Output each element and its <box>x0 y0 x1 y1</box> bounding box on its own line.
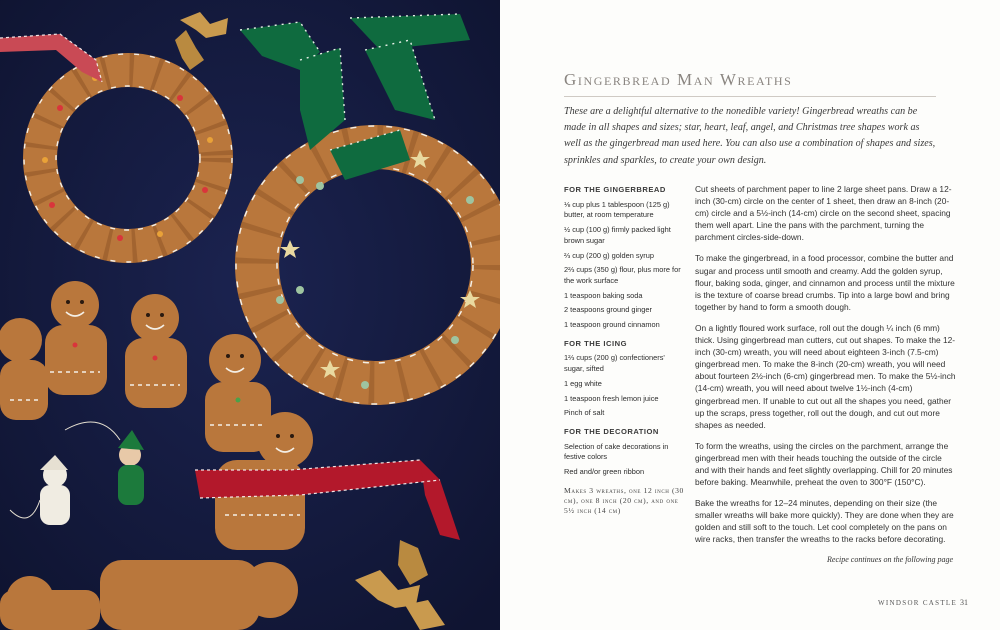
ingredients-icing <box>564 339 684 419</box>
continued-note: Recipe continues on the following page <box>827 555 953 564</box>
method-step: To form the wreaths, using the circles on the parchment, arrange the gingerbread men with their heads touching the outside of the circle and with their hands and feet slightly overlapping. Chill for 20 minutes before baking. Meanwhile, preheat the oven to 300°F (150°C). <box>695 440 953 488</box>
recipe-title: Gingerbread Man Wreaths <box>564 70 793 89</box>
ingredient-item: ⅛ cup plus 1 tablespoon (125 g) butter, at room temperature <box>564 199 670 220</box>
method-step: Cut sheets of parchment paper to line 2 large sheet pans. Draw a 12-inch (30-cm) circle on the center of 1 sheet, then draw an 8-inch (20-cm) circle and a 5½-inch (14-cm) circle on the second sheet, spacing them well apart. Line the pans with the parchment, turning the parchment circles-side-down. <box>695 184 952 243</box>
page-number: 31 <box>960 598 968 607</box>
method-step: To make the gingerbread, in a food processor, combine the butter and sugar and process until smooth and creamy. Add the golden syrup, flour, baking soda, ginger, and cinnamon and process until the mixture is the texture of coarse bread crumbs. Tip into a large bowl and bring together by hand to form a smooth dough. <box>695 253 955 312</box>
ingredient-item: ⅔ cup (200 g) golden syrup <box>564 250 654 260</box>
ingredient-item: Pinch of salt <box>564 408 605 418</box>
section-heading: FOR THE DECORATION <box>564 426 659 436</box>
method-column <box>695 183 957 555</box>
ingredient-item: 1 teaspoon fresh lemon juice <box>564 393 659 403</box>
method-step: Bake the wreaths for 12–24 minutes, depending on their size (the smaller wreaths will bake more quickly). They are done when they are golden and still soft to the touch. Let cool completely on the pans on wire racks, then transfer the wreaths to the racks before decorating. <box>695 498 954 545</box>
yield-note: Makes 3 wreaths, one 12 inch (30 cm), one 8 inch (20 cm), and one 5½ inch (14 cm) <box>564 485 684 515</box>
ingredient-item: 2⅔ cups (350 g) flour, plus more for the work surface <box>564 265 681 285</box>
method-step: On a lightly floured work surface, roll out the dough ¼ inch (6 mm) thick. Using gingerbread man cutters, cut out shapes. To make the 12-inch (30-cm) wreath, you will need about eighteen 3-inch (7.5-cm) gingerbread men. To make the 8-inch (20-cm) wreath, you will need about fourteen 2½-inch (6-cm) gingerbread men. To make the 5½-inch (14-cm) wreath, you will need about twelve 1½-inch (4-cm) gingerbread men. If unable to cut out all the shapes you need, gather up the scraps, press together, roll out the dough, and cut out more shapes as needed. <box>695 322 956 430</box>
title-divider <box>564 96 936 97</box>
ingredients-gingerbread <box>564 185 684 331</box>
recipe-page <box>500 0 1000 630</box>
footer-section-label: WINDSOR CASTLE <box>878 599 958 607</box>
section-heading: FOR THE ICING <box>564 338 628 348</box>
ingredient-item: Red and/or green ribbon <box>564 467 645 477</box>
section-heading: FOR THE GINGERBREAD <box>564 185 666 194</box>
recipe-intro: These are a delightful alternative to the nonedible variety! Gingerbread wreaths can be made in all shapes and sizes; star, heart, leaf, angel, and Christmas tree shapes work as well as the gingerbread man used here. You can also use a combination of shapes and sizes, sprinkles and sparkles, to create your own design. <box>564 106 936 166</box>
ingredient-item: 1 egg white <box>564 378 602 388</box>
ingredient-item: ½ cup (100 g) firmly packed light brown sugar <box>564 225 671 245</box>
ingredient-item: 2 teaspoons ground ginger <box>564 305 652 315</box>
ingredient-item: Selection of cake decorations in festive colors <box>564 441 669 462</box>
ingredients-column <box>564 185 684 516</box>
ingredient-item: 1 teaspoon ground cinnamon <box>564 320 660 330</box>
ingredient-item: 1⅔ cups (200 g) confectioners' sugar, sifted <box>564 353 665 374</box>
ingredients-decoration <box>564 427 684 478</box>
ingredient-item: 1 teaspoon baking soda <box>564 290 643 300</box>
